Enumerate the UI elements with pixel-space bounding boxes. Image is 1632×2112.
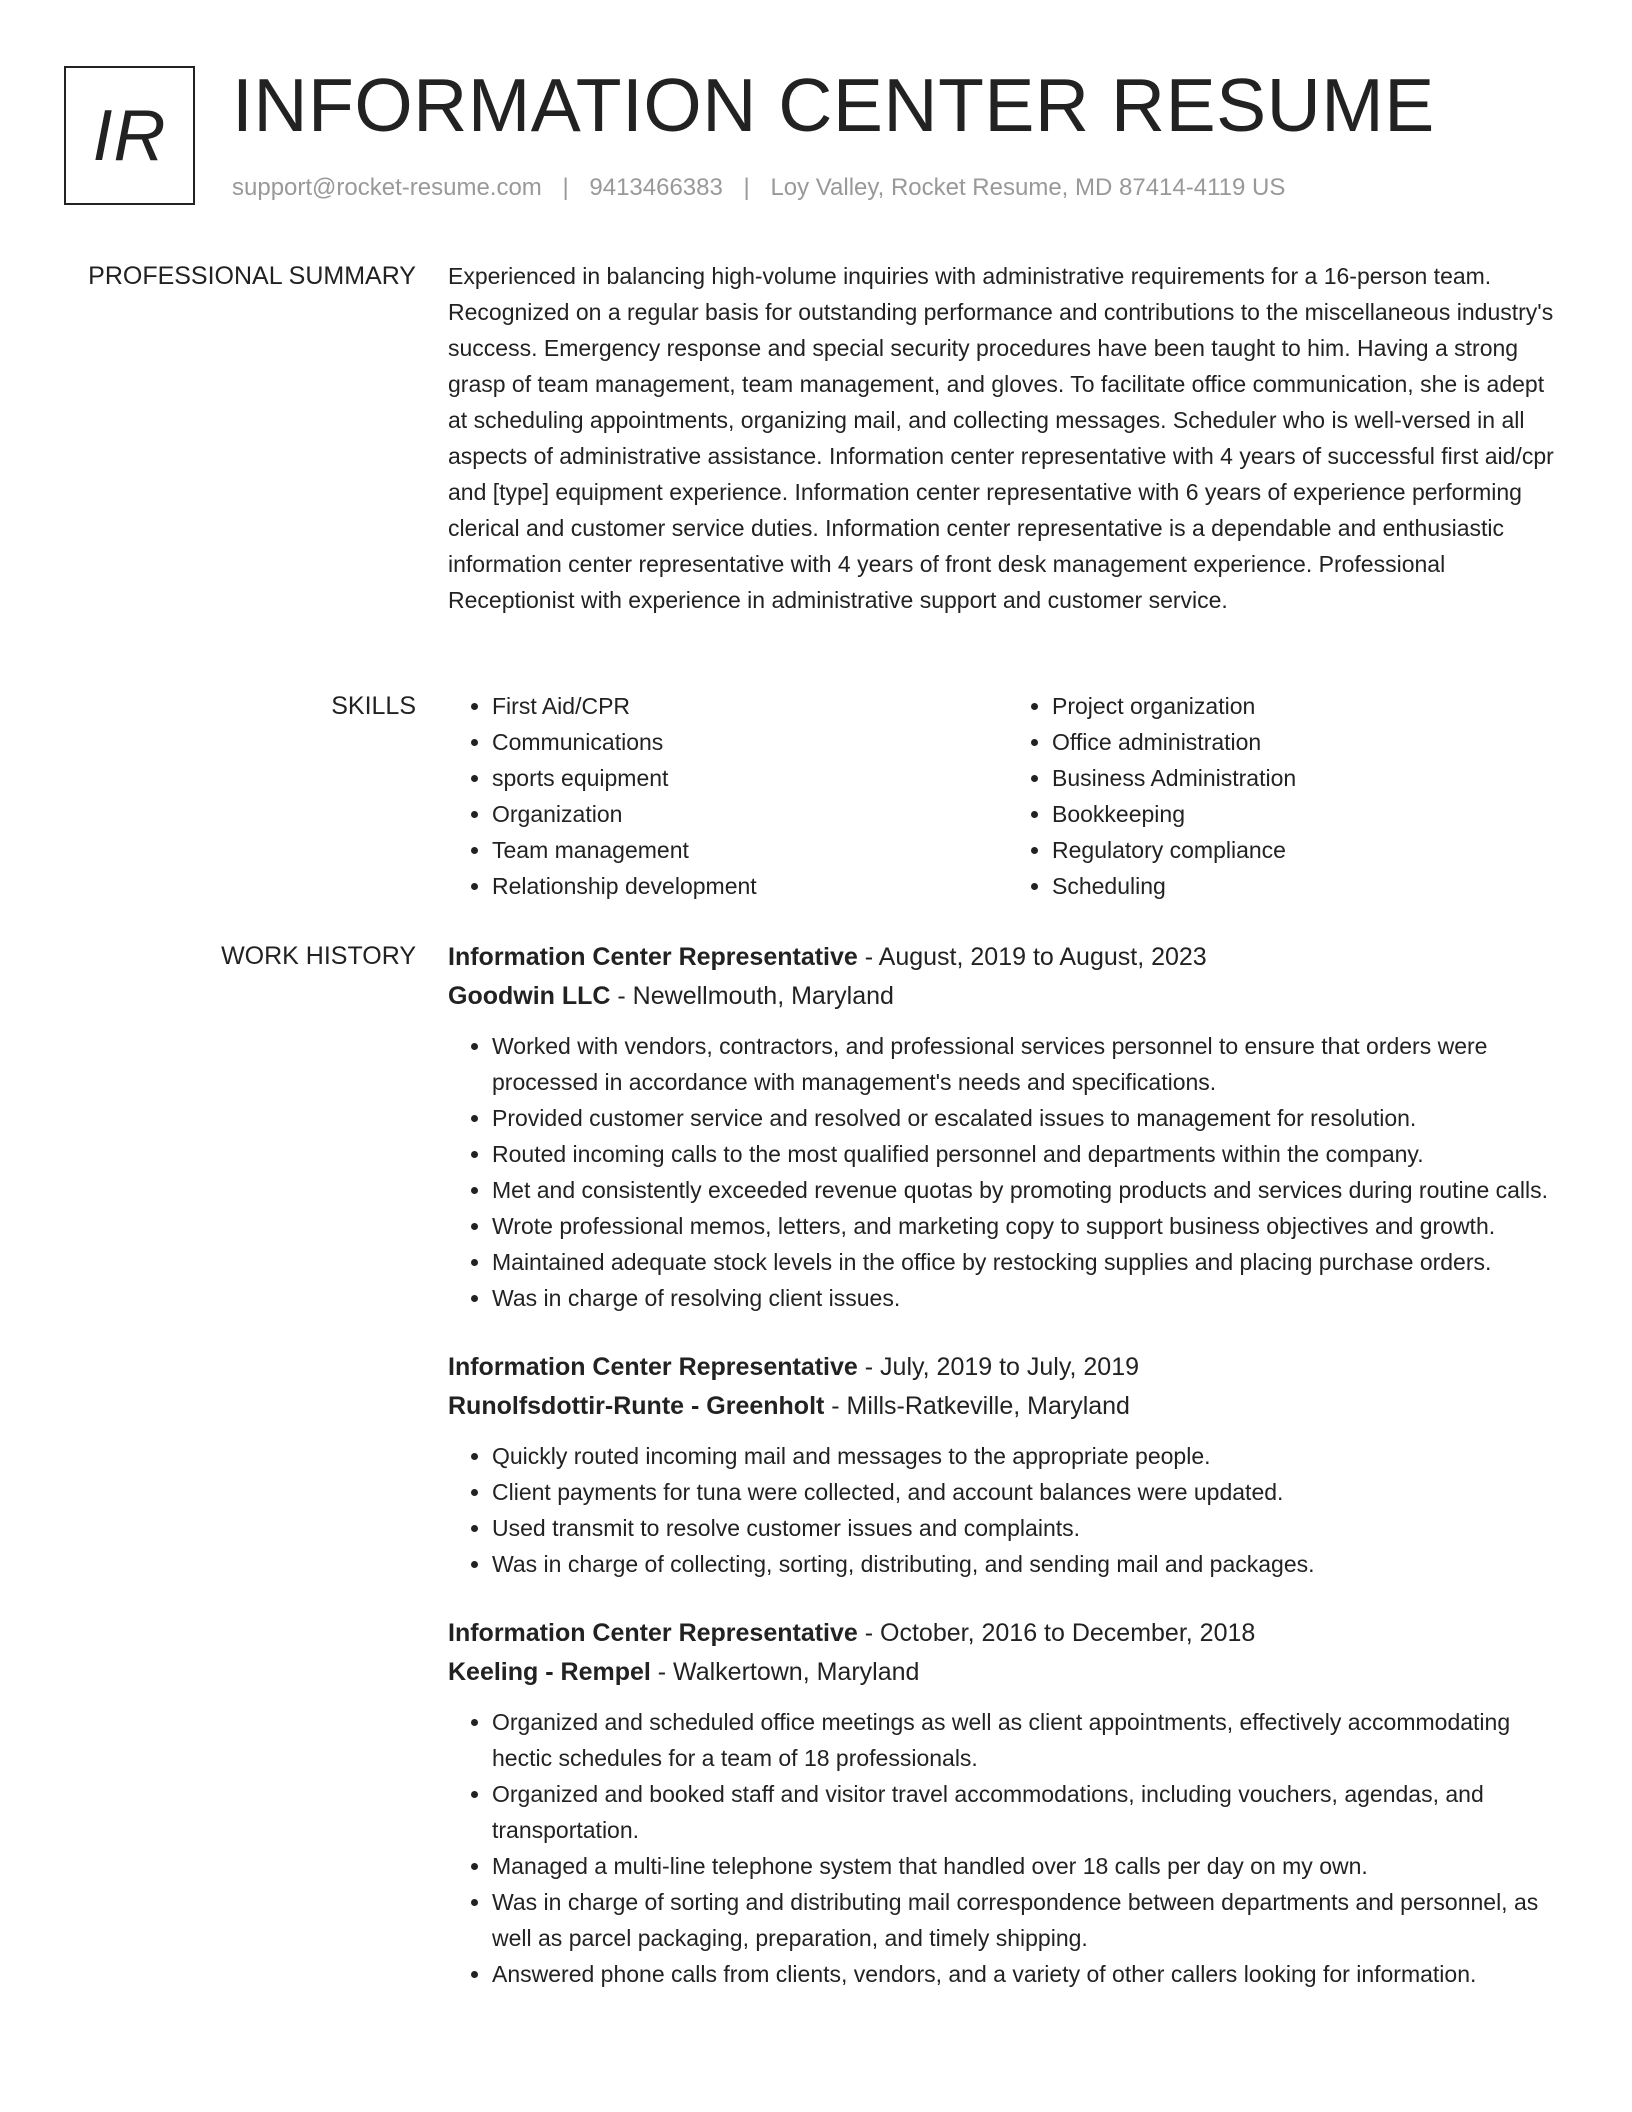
job-bullet: • Routed incoming calls to the most qualified personnel and departments within the company. [492, 1136, 1568, 1172]
skill-item: • Office administration [1052, 724, 1568, 760]
job-company: Keeling - Rempel [448, 1658, 651, 1686]
contact-separator: | [562, 174, 569, 201]
job-entry [448, 1348, 1568, 1582]
job-dates: - July, 2019 to July, 2019 [857, 1353, 1140, 1381]
job-title-line [448, 1614, 1568, 1653]
job-title-line [448, 938, 1568, 977]
contact-email[interactable]: support@rocket-resume.com [232, 174, 542, 201]
skill-item: • Regulatory compliance [1052, 832, 1568, 868]
skill-item: • Business Administration [1052, 760, 1568, 796]
work-history-label: WORK HISTORY [221, 942, 416, 970]
skills-label: SKILLS [331, 692, 416, 720]
skill-item: • First Aid/CPR [492, 688, 1008, 724]
skills-body [448, 688, 1568, 904]
job-bullet: • Managed a multi-line telephone system that handled over 18 calls per day on my own. [492, 1848, 1568, 1884]
job-company-line [448, 977, 1568, 1016]
contact-separator: | [743, 174, 750, 201]
job-company-line [448, 1653, 1568, 1692]
job-dates: - August, 2019 to August, 2023 [857, 943, 1207, 971]
job-bullet: • Answered phone calls from clients, vendors, and a variety of other callers looking for information. [492, 1956, 1568, 1992]
contact-line [232, 174, 1285, 202]
job-title: Information Center Representative [448, 943, 858, 971]
resume-title: INFORMATION CENTER RESUME [232, 63, 1435, 147]
monogram-initials: IR [92, 95, 167, 176]
job-bullet: • Was in charge of sorting and distributing mail correspondence between departments and personnel, as well as parcel packaging, preparation, and timely shipping. [492, 1884, 1568, 1956]
skill-item: • Bookkeeping [1052, 796, 1568, 832]
skill-item: • Communications [492, 724, 1008, 760]
job-location: - Newellmouth, Maryland [610, 982, 894, 1010]
job-company: Goodwin LLC [448, 982, 611, 1010]
contact-address: Loy Valley, Rocket Resume, MD 87414-4119 US [770, 174, 1286, 201]
job-bullet: • Was in charge of collecting, sorting, distributing, and sending mail and packages. [492, 1546, 1568, 1582]
skill-item: • Organization [492, 796, 1008, 832]
job-bullet: • Organized and booked staff and visitor travel accommodations, including vouchers, agendas, and transportation. [492, 1776, 1568, 1848]
job-bullet: • Maintained adequate stock levels in the office by restocking supplies and placing purchase orders. [492, 1244, 1568, 1280]
summary-body [448, 258, 1568, 618]
skills-list-right [1008, 688, 1568, 904]
skill-item: • sports equipment [492, 760, 1008, 796]
skill-item: • Relationship development [492, 868, 1008, 904]
job-title-line [448, 1348, 1568, 1387]
job-company-line [448, 1387, 1568, 1426]
job-title: Information Center Representative [448, 1353, 858, 1381]
job-bullet: • Was in charge of resolving client issues. [492, 1280, 1568, 1316]
job-bullet: • Used transmit to resolve customer issues and complaints. [492, 1510, 1568, 1546]
work-history-body [448, 938, 1568, 2024]
skill-item: • Project organization [1052, 688, 1568, 724]
skill-item: • Team management [492, 832, 1008, 868]
job-bullet: • Quickly routed incoming mail and messages to the appropriate people. [492, 1438, 1568, 1474]
monogram-box [64, 66, 195, 205]
job-location: - Mills-Ratkeville, Maryland [824, 1392, 1130, 1420]
job-location: - Walkertown, Maryland [650, 1658, 920, 1686]
job-bullet: • Client payments for tuna were collected, and account balances were updated. [492, 1474, 1568, 1510]
job-dates: - October, 2016 to December, 2018 [857, 1619, 1256, 1647]
summary-text: Experienced in balancing high-volume inquiries with administrative requirements for a 16-person team. Recognized on a regular basis for outstanding performance and contributions to the miscellaneous industry's success. Emergency response and special security procedures have been taught to him. Having a strong grasp of team management, team management, and gloves. To facilitate office communication, she is adept at scheduling appointments, organizing mail, and collecting messages. Scheduler who is well-versed in all aspects of administrative assistance. Information center representative with 4 years of successful first aid/cpr and [type] equipment experience. Information center representative with 6 years of experience performing clerical and customer service duties. Information center representative is a dependable and enthusiastic information center representative with 4 years of front desk management experience. Professional Receptionist with experience in administrative support and customer service. [448, 263, 1554, 613]
job-bullet: • Organized and scheduled office meetings as well as client appointments, effectively accommodating hectic schedules for a team of 18 professionals. [492, 1704, 1568, 1776]
job-bullet: • Provided customer service and resolved or escalated issues to management for resolution. [492, 1100, 1568, 1136]
job-bullets [448, 1438, 1568, 1582]
skill-item: • Scheduling [1052, 868, 1568, 904]
skills-list-left [448, 688, 1008, 904]
job-bullet: • Met and consistently exceeded revenue quotas by promoting products and services during routine calls. [492, 1172, 1568, 1208]
job-title: Information Center Representative [448, 1619, 858, 1647]
job-bullets [448, 1028, 1568, 1316]
job-company: Runolfsdottir-Runte - Greenholt [448, 1392, 825, 1420]
job-bullets [448, 1704, 1568, 1992]
job-entry [448, 938, 1568, 1316]
job-bullet: • Wrote professional memos, letters, and marketing copy to support business objectives and growth. [492, 1208, 1568, 1244]
summary-label: PROFESSIONAL SUMMARY [88, 262, 416, 290]
contact-phone[interactable]: 9413466383 [589, 174, 723, 201]
job-entry [448, 1614, 1568, 1992]
job-bullet: • Worked with vendors, contractors, and professional services personnel to ensure that orders were processed in accordance with management's needs and specifications. [492, 1028, 1568, 1100]
resume-header [64, 63, 1584, 216]
